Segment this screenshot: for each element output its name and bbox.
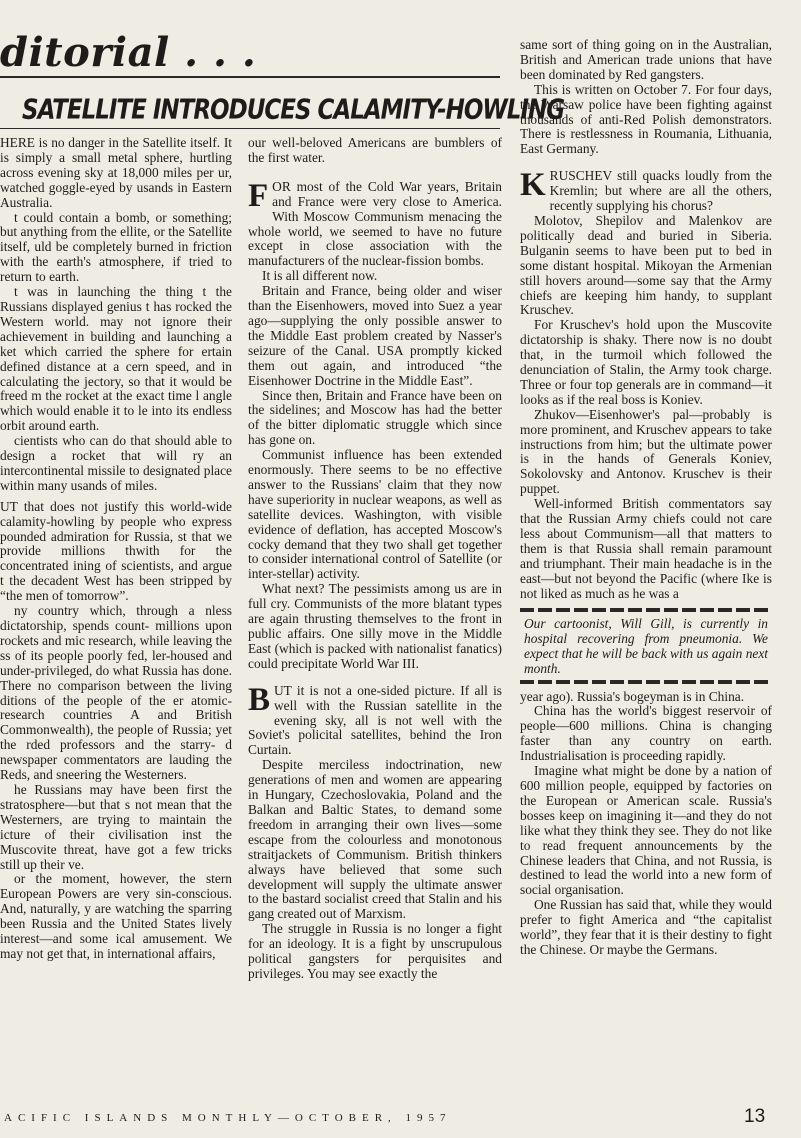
note-bottom-rule [520, 680, 772, 684]
col1-paragraph-2: t could contain a bomb, or something; but anything from the ellite, or the Satellite itself, uld be completely burned in friction with the earth's atmosphere, if tried to return to earth. [0, 209, 232, 285]
col1-paragraph-6: ny country which, through a nless dictatorship, spends count- millions upon rockets and mic research, while leaving the ss of its people poorly fed, ler-housed and under-privileged, do what Russia has done. There no comparison between the living ditions of the people of the er atomic-research countries A and British Commonwealth), the people of Russia; yet the rded professors and the starry- d newspaper commentators are lauding the Reds, and sneering the Westerners. [0, 603, 232, 783]
col1-paragraph-3: t was in launching the thing t the Russians displayed genius t has rocked the Western world. may not ignore their achievement in building and launching a ket which carried the sphere for ertain defined distance at a cern speed, and in calculating the jectory, so that it would be freed m the rocket at the exact time l angle which would enable it to le into its endless orbit around earth. [0, 284, 232, 434]
col3-paragraph-0: same sort of thing going on in the Australian, British and American trade unions that have been dominated by Red gangsters. [520, 38, 772, 82]
col2-paragraph-1: OR most of the Cold War years, Britain and France were very close to America. With Moscow Communism menacing the whole world, we seemed to have no future except in close association with the manufacturers of the nuclear-fission bombs. [248, 178, 502, 269]
col1-paragraph-7: he Russians may have been first the stratosphere—but that s not mean that the Westerners, are trying to maintain the icture of their civilisation inst the Muscovite threat, have got a few tricks still up their ve. [0, 781, 232, 872]
col2-paragraph-5: Communist influence has been extended enormously. There seems to be no effective answer to the Russians' claim that they now have superiority in nuclear weapons, as well as satellite devices. Washington, with visible evidence of deflation, has accepted Moscow's cocky demand that they two shall get together to consider international control of Satellite (or inter-stellar) activity. [248, 447, 502, 582]
section-title: ditorial . . . [0, 29, 257, 76]
dropcap-f: F [248, 177, 269, 214]
col3-paragraph-7: year ago). Russia's bogeyman is in China. [520, 688, 745, 704]
column-2 [248, 136, 502, 1086]
col2-paragraph-9: The struggle in Russia is no longer a fight for an ideology. It is a fight by unscrupulous political gangsters for perquisites and privileges. You may see exactly the [248, 921, 502, 981]
col2-paragraph-8: Despite merciless indoctrination, new generations of men and women are appearing in Hungary, Czechoslovakia, Poland and the Balkan and Baltic States, to demand some freedom in arranging their own lives—some escape from the colourless and monotonous straitjackets of Communism. British thinkers always have believed that some such development will supply the ultimate answer to the bastard socialist creed that Stalin and his gang created out of Marxism. [248, 757, 502, 922]
col2-paragraph-7: UT it is not a one-sided picture. If all is well with the Russian satellite in the evening sky, all is not well with the Soviet's policital satellites, behind the Iron Curtain. [248, 682, 502, 758]
page-footer [0, 1098, 801, 1138]
col3-paragraph-4: For Kruschev's hold upon the Muscovite dictatorship is shaky. There now is no doubt that, in the turmoil which followed the denunciation of Stalin, the Army took charge. Three or four top generals are in command—it looks as if the real boss is Koniev. [520, 317, 772, 407]
col3-paragraph-8: China has the world's biggest reservoir of people—600 millions. China is changing faster than any country on earth. Industrialisation is proceeding rapidly. [520, 703, 772, 764]
col1-paragraph-5: UT that does not justify this world-wide calamity-howling by people who express pounded admiration for Russia, st that we provide millions thwith for the concentrated ining of scientists, and argue t the decadent West has been stripped by “the men of tomorrow”. [0, 498, 232, 604]
col3-paragraph-6: Well-informed British commentators say that the Russian Army chiefs could not care less about Communism—all that matters to them is that Russia shall remain paramount and triumphant. Their main headache is in the east—but not beyond the Pacific (where Ike is not liked as much as he was a [520, 496, 772, 601]
column-3 [520, 38, 772, 1038]
col3-paragraph-1: This is written on October 7. For four days, the Warsaw police have been fighting against thousands of anti-Red Polish demonstrators. There is restlessness in Roumania, Lithuania, East Germany. [520, 81, 772, 157]
col3-paragraph-10: One Russian has said that, while they would prefer to fight America and “the capitalist world”, they fear that it is their destiny to fight the Chinese. Or maybe the Germans. [520, 897, 772, 957]
article-headline: SATELLITE INTRODUCES CALAMITY-HOWLING [22, 94, 565, 126]
col2-paragraph-3: Britain and France, being older and wiser than the Eisenhowers, moved into Suez a year ago—supplying the only possible answer to the Middle East problem created by Nasser's seizure of the Canal. USA promptly kicked them out again, and introduced “the Eisenhower Doctrine in the Middle East”. [248, 283, 502, 388]
editor-note-box [520, 608, 772, 684]
col3-paragraph-3: Molotov, Shepilov and Malenkov are politically dead and buried in Siberia. Bulganin seems to have been put to bed in some distant hospital. Mikoyan the Armenian still hovers around—some say that the Army chiefs are keeping him handy, to supplant Kruschev. [520, 212, 772, 318]
col3-paragraph-5: Zhukov—Eisenhower's pal—probably is more prominent, and Kruschev appears to take instructions from him; but the ultimate power is in the hands of Generals Koniev, Sokolovsky and Antonov. Kruschev is their puppet. [520, 406, 772, 497]
cartoonist-note: Our cartoonist, Will Gill, is currently in hospital recovering from pneumonia. We expect that he will be back with us again next month. [524, 615, 768, 676]
dropcap-b: B [248, 681, 271, 718]
col2-paragraph-4: Since then, Britain and France have been on the sidelines; and Moscow has had the better of the bitter diplomatic struggle which since has gone on. [248, 387, 502, 448]
column-1 [0, 136, 232, 1136]
title-rule [0, 76, 500, 78]
col1-paragraph-4: cientists who can do that should able to design a rocket that will ry an intercontinental missile to designated place within many usands of miles. [0, 433, 232, 493]
note-top-rule [520, 608, 772, 612]
publication-line: ACIFIC ISLANDS MONTHLY—OCTOBER, 1957 [4, 1112, 452, 1124]
col2-paragraph-0: our well-beloved Americans are bumblers of the first water. [248, 136, 502, 165]
col2-paragraph-2: It is all different now. [262, 268, 378, 284]
headline-rule [0, 128, 500, 129]
dropcap-k: K [520, 167, 546, 204]
col3-paragraph-2: RUSCHEV still quacks loudly from the Kremlin; but where are all the others, recently supplying his chorus? [549, 168, 772, 214]
col1-paragraph-8: or the moment, however, the stern European Powers are very sin-conscious. And, naturally, y are watching the sparring been Russia and the United States lively interest—and some ical amusement. We may not get that, in international affairs, [0, 871, 232, 961]
col1-paragraph-1: HERE is no danger in the Satellite itself. It is simply a small metal sphere, hurtling across evening sky at 18,000 miles per ur, watched goggle-eyed by usands in Eastern Australia. [0, 136, 232, 210]
col2-paragraph-6: What next? The pessimists among us are in full cry. Communists of the more blatant types are again thrusting themselves to the front in public affairs. One silly move in the Middle East (which is packed with nationalist fanatics) could precipitate World War III. [248, 581, 502, 671]
col3-paragraph-9: Imagine what might be done by a nation of 600 million people, equipped by factories on the European or American scale. Russia's bosses keep on imagining it—and they do not like what they think they see. They do not like to read frequent announcements by the Chinese leaders that China, and not Russia, is destined to lead the world into a new form of social organisation. [520, 763, 772, 898]
page-number: 13 [744, 1106, 766, 1127]
